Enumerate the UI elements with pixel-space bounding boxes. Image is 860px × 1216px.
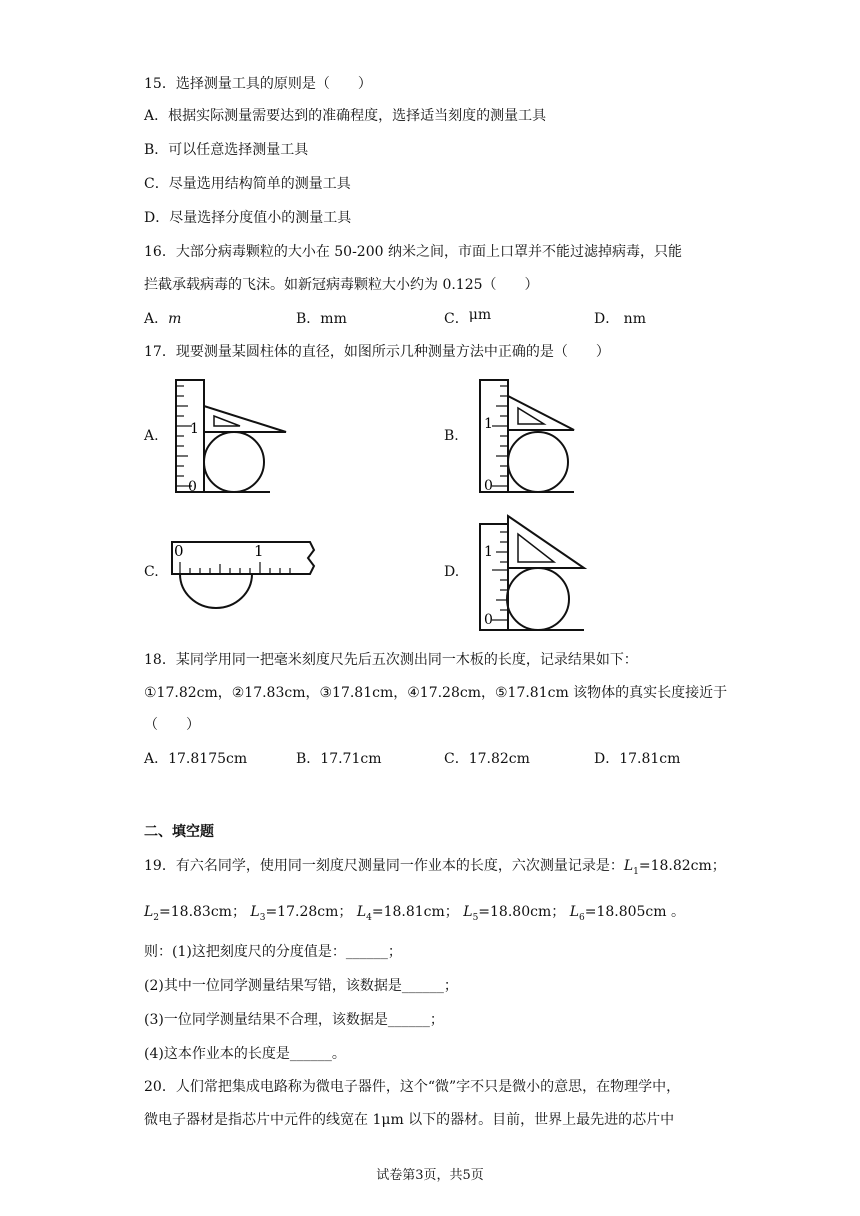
q17-figure-c — [168, 538, 320, 614]
q19-part4: (4)这本作业本的长度是______。 — [144, 1046, 346, 1062]
q18-option-b: B．17.71cm — [296, 751, 382, 767]
q18-option-a: A．17.8175cm — [144, 751, 248, 767]
q15-option-d: D．尽量选择分度值小的测量工具 — [144, 210, 352, 226]
q17-figure-b — [474, 376, 604, 498]
q18-stem-line3: （ ） — [144, 717, 200, 733]
q19-part3: (3)一位同学测量结果不合理，该数据是______； — [144, 1012, 444, 1028]
q17-figure-b-label: B. — [444, 428, 459, 444]
q16-stem-line1: 16．大部分病毒颗粒的大小在 50-200 纳米之间，市面上口罩并不能过滤掉病毒，只能 — [144, 244, 682, 260]
q17-figure-d-label: D. — [444, 564, 460, 580]
q18-option-d: D．17.81cm — [594, 751, 681, 767]
q17-a-tick-1: 1 — [190, 421, 199, 437]
q15-option-b: B．可以任意选择测量工具 — [144, 142, 309, 158]
q17-a-tick-0: 0 — [188, 479, 197, 495]
q15-option-a: A．根据实际测量需要达到的准确程度，选择适当刻度的测量工具 — [144, 108, 547, 124]
q17-b-tick-0: 0 — [484, 478, 493, 494]
q16-stem-line2: 拦截承载病毒的飞沫。如新冠病毒颗粒大小约为 0.125（ ） — [144, 277, 539, 293]
q17-d-tick-1: 1 — [484, 544, 493, 560]
q17-c-tick-0: 0 — [174, 542, 184, 560]
q19-part2: (2)其中一位同学测量结果写错，该数据是______； — [144, 978, 458, 994]
q16-option-b: B．mm — [296, 311, 347, 327]
q17-figure-d — [474, 512, 604, 634]
q17-figure-a — [170, 376, 300, 498]
q17-b-tick-1: 1 — [484, 416, 493, 432]
q20-line1: 20．人们常把集成电路称为微电子器件，这个“微”字不只是微小的意思，在物理学中， — [144, 1079, 681, 1095]
q16-option-a: A．m — [144, 311, 182, 327]
q20-line2: 微电子器材是指芯片中元件的线宽在 1μm 以下的器材。目前，世界上最先进的芯片中 — [144, 1112, 675, 1128]
q19-stem: 19．有六名同学，使用同一刻度尺测量同一作业本的长度，六次测量记录是：$L_1=18.82cm$； — [144, 858, 726, 877]
q17-c-tick-1: 1 — [254, 542, 264, 560]
section-heading: 二、填空题 — [144, 824, 214, 840]
q15-stem: 15．选择测量工具的原则是（ ） — [144, 76, 372, 92]
q16-option-c: C．μm — [444, 307, 492, 327]
page-footer: 试卷第3页，共5页 — [376, 1168, 484, 1183]
q19-part1: 则：(1)这把刻度尺的分度值是：______； — [144, 944, 402, 960]
q18-option-c: C．17.82cm — [444, 751, 530, 767]
q19-measurements: $L_2=18.83cm$； $L_3=17.28cm$； $L_4=18.81cm$； $L_5=18.80cm$； $L_6=18.805cm$ 。 — [144, 904, 686, 923]
q17-figure-a-label: A. — [144, 428, 159, 444]
q18-stem-line2: ①17.82cm，②17.83cm，③17.81cm，④17.28cm，⑤17.81cm 该物体的真实长度接近于 — [144, 685, 728, 701]
q16-option-d: D． nm — [594, 311, 646, 327]
q15-option-c: C．尽量选用结构简单的测量工具 — [144, 176, 351, 192]
q17-figure-c-label: C. — [144, 564, 159, 580]
q17-stem: 17．现要测量某圆柱体的直径，如图所示几种测量方法中正确的是（ ） — [144, 344, 610, 360]
q18-stem-line1: 18．某同学用同一把毫米刻度尺先后五次测出同一木板的长度，记录结果如下： — [144, 652, 638, 668]
q17-d-tick-0: 0 — [484, 612, 493, 628]
